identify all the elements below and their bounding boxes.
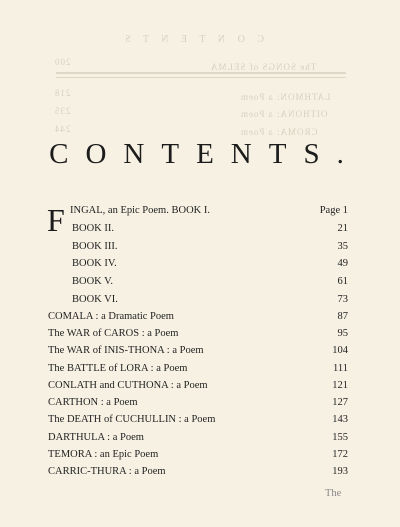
- toc-entry: [0, 256, 400, 272]
- toc-entry-title: The WAR of CAROS : a Poem: [48, 328, 179, 339]
- toc-entry-page: 172: [332, 449, 348, 460]
- toc-entry-page: 143: [332, 414, 348, 425]
- toc-entry-page: 73: [337, 294, 348, 305]
- toc-entry: [0, 239, 400, 255]
- toc-entry-title: BOOK II.: [72, 223, 114, 234]
- toc-entry-page: 155: [332, 432, 348, 443]
- bleed-through-number: 200: [54, 57, 71, 67]
- toc-entry-title: DARTHULA : a Poem: [48, 432, 144, 443]
- toc-entry-page: 104: [332, 345, 348, 356]
- toc-entry-page: 49: [337, 258, 348, 269]
- toc-entry: [0, 326, 400, 342]
- toc-entry-title: COMALA : a Dramatic Poem: [48, 311, 174, 322]
- toc-entry-title: BOOK VI.: [72, 294, 118, 305]
- toc-entry: [0, 430, 400, 446]
- toc-entry: [0, 361, 400, 377]
- toc-entry-page: 111: [333, 363, 348, 374]
- toc-entry: [0, 203, 400, 219]
- toc-entry-page: 121: [332, 380, 348, 391]
- bleed-through-line: LATHMON: a Poem: [240, 92, 331, 102]
- toc-entry-page: Page 1: [319, 205, 348, 216]
- toc-entry: [0, 343, 400, 359]
- toc-entry-title: BOOK V.: [72, 276, 114, 287]
- toc-entry-title: INGAL, an Epic Poem. BOOK I.: [70, 205, 210, 216]
- toc-entry: [0, 274, 400, 290]
- bleed-through-number: 244: [54, 124, 71, 134]
- toc-entry-title: The DEATH of CUCHULLIN : a Poem: [48, 414, 216, 425]
- toc-entry-page: 87: [337, 311, 348, 322]
- toc-entry: [0, 447, 400, 463]
- toc-entry: [0, 221, 400, 237]
- toc-entry-title: BOOK III.: [72, 241, 118, 252]
- toc-entry-page: 35: [337, 241, 348, 252]
- toc-entry: [0, 292, 400, 308]
- toc-entry-title: BOOK IV.: [72, 258, 117, 269]
- toc-entry: [0, 378, 400, 394]
- toc-entry-title: TEMORA : an Epic Poem: [48, 449, 159, 460]
- toc-entry-page: 61: [337, 276, 348, 287]
- page-title: CONTENTS.: [49, 138, 361, 170]
- toc-entry-title: CONLATH and CUTHONA : a Poem: [48, 380, 208, 391]
- bleed-through-line: CROMA: a Poem: [240, 127, 318, 137]
- toc-entry: [0, 395, 400, 411]
- catchword: The: [325, 488, 342, 499]
- toc-entry-title: CARRIC-THURA : a Poem: [48, 466, 166, 477]
- toc-entry-title: The BATTLE of LORA : a Poem: [48, 363, 188, 374]
- bleed-through-number: 235: [54, 106, 71, 116]
- bleed-through-line: The SONGS of SELMA: [210, 62, 317, 72]
- toc-entry-page: 95: [337, 328, 348, 339]
- toc-entry-page: 127: [332, 397, 348, 408]
- toc-entry: [0, 464, 400, 480]
- toc-entry-page: 21: [337, 223, 348, 234]
- toc-entry: [0, 309, 400, 325]
- bleed-through-line: OITHONA: a Poem: [240, 109, 328, 119]
- toc-entry-title: The WAR of INIS-THONA : a Poem: [48, 345, 204, 356]
- drop-cap: F: [47, 202, 65, 238]
- bleed-through-number: 218: [54, 88, 71, 98]
- toc-entry: [0, 412, 400, 428]
- toc-entry-title: CARTHON : a Poem: [48, 397, 138, 408]
- bleed-through-heading: C O N T E N T S: [120, 34, 264, 45]
- toc-entry-page: 193: [332, 466, 348, 477]
